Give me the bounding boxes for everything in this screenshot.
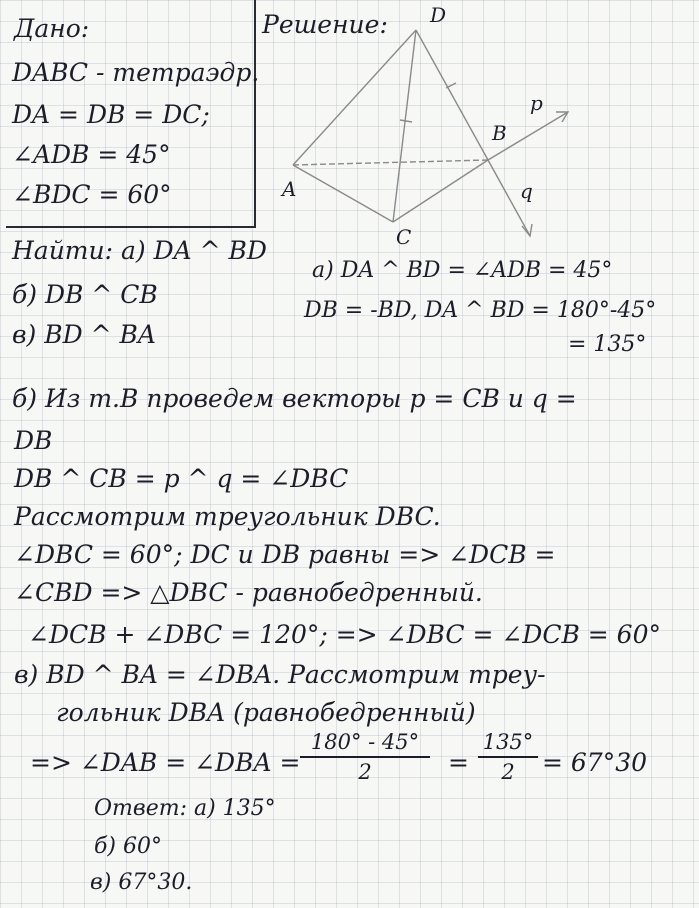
find-line-b: б) DB ^ CB [12,280,158,309]
part-b-line-7: ∠DCB + ∠DBC = 120°; => ∠DBC = ∠DCB = 60° [28,620,661,649]
given-line-1: DABC - тетраэдр. [12,58,260,87]
edge-BC [393,160,488,222]
vertex-A-label: A [282,177,297,201]
edge-AC [293,165,393,222]
part-c-line-2: гольник DBA (равнобедренный) [56,698,476,727]
part-b-line-4: Рассмотрим треугольник DBC. [14,502,441,531]
part-a-line-2: DB = -BD, DA ^ BD = 180°-45° [304,298,657,323]
part-c-result: = 67°30 [542,748,648,777]
equals-sign: = [448,748,469,777]
part-a-line-3: = 135° [568,332,647,357]
part-b-line-2: DB [14,426,53,455]
part-b-line-6: ∠CBD => △DBC - равнобедренный. [14,578,483,607]
given-line-2: DA = DB = DC; [12,100,210,129]
edge-DA [293,30,416,165]
solution-header: Решение: [262,10,388,39]
vector-p-label: p [530,91,543,115]
vertex-D-label: D [430,3,447,27]
given-line-4: ∠BDC = 60° [12,180,172,209]
edge-DB [416,30,488,160]
fraction-1-numerator: 180° - 45° [310,730,420,754]
part-a-line-1: а) DA ^ BD = ∠ADB = 45° [312,258,613,283]
find-line-c: в) BD ^ BA [12,320,156,349]
part-b-line-1: б) Из т.В проведем векторы p = CB и q = [12,384,577,413]
fraction-2-numerator: 135° [482,730,534,754]
fraction-1 [300,730,430,784]
part-c-line-3-start: => ∠DAB = ∠DBA = [30,748,301,777]
answer-line-3: в) 67°30. [90,870,193,895]
edge-DC [393,30,416,222]
given-line-3: ∠ADB = 45° [12,140,171,169]
answer-line-2: б) 60° [94,834,162,859]
find-line-a: Найти: а) DA ^ BD [12,236,267,265]
vector-q-label: q [520,179,533,203]
answer-line-1: Ответ: а) 135° [94,796,276,821]
part-b-line-5: ∠DBC = 60°; DC и DB равны => ∠DCB = [14,540,556,569]
fraction-2-denominator: 2 [501,760,515,784]
given-header: Дано: [14,14,90,43]
part-b-line-3: DB ^ CB = p ^ q = ∠DBC [14,464,349,493]
vertex-C-label: C [396,225,412,249]
fraction-1-bar [300,756,430,758]
tick-DC [400,120,412,122]
fraction-2 [478,730,538,784]
edge-AB [293,160,488,165]
vertex-B-label: B [492,121,507,145]
part-c-line-1: в) BD ^ BA = ∠DBA. Рассмотрим треу- [14,660,546,689]
fraction-2-bar [478,756,538,758]
fraction-1-denominator: 2 [358,760,372,784]
